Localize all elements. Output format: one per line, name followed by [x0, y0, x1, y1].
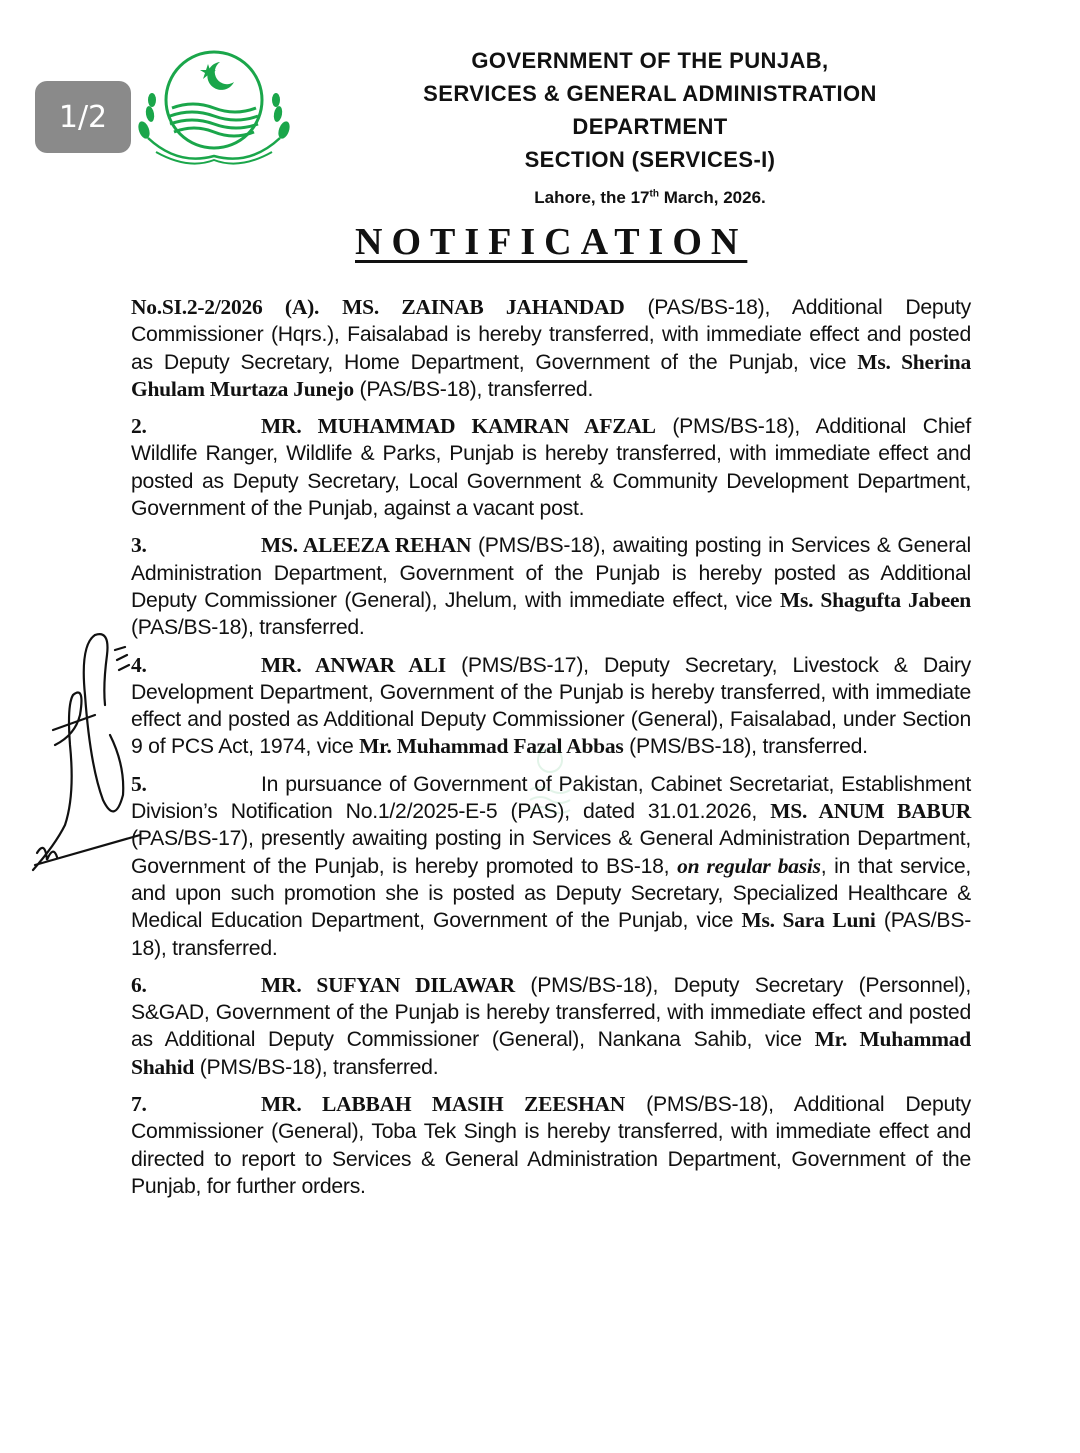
- officer-name: MS. ANUM BABUR: [770, 799, 971, 824]
- paragraph-number: 3.: [131, 533, 147, 558]
- paragraph-1: [131, 294, 971, 403]
- punjab-government-emblem-icon: [128, 48, 300, 170]
- paragraph-number: 7.: [131, 1092, 147, 1117]
- paragraph-text-end: (PAS/BS-18), transferred.: [131, 616, 365, 640]
- paragraph-number: 2.: [131, 414, 147, 439]
- document-date: [340, 188, 960, 208]
- paragraph-2: [131, 413, 971, 522]
- vice-officer-name: Mr. Muhammad Shahid: [131, 1027, 971, 1079]
- officer-name: MS. ALEEZA REHAN: [261, 533, 472, 558]
- paragraph-text: (PAS/BS-18), Additional Deputy Commissioner (Hqrs.), Faisalabad is hereby transferred, with immediate effect and posted as Deputy Secretary, Home Department, Government of the Punjab, vice: [131, 296, 971, 374]
- paragraph-text: (PMS/BS-17), Deputy Secretary, Livestock & Dairy Development Department, Government of the Punjab is hereby transferred, with immediate effect and posted as Additional Deputy Commissioner (General), Faisalabad, under Section 9 of PCS Act, 1974, vice: [131, 653, 972, 759]
- paragraph-text: (PMS/BS-18), Additional Deputy Commissioner (General), Toba Tek Singh is hereby transferred, with immediate effect and directed to report to Services & General Administration Department, Government of the Punjab, for further orders.: [131, 1093, 971, 1198]
- paragraph-text-end: (PMS/BS-18), transferred.: [194, 1055, 439, 1079]
- paragraph-text: (PMS/BS-18), Additional Chief Wildlife Ranger, Wildlife & Parks, Punjab is hereby transferred, with immediate effect and posted as Deputy Secretary, Local Government & Community Development Department, Government of the Punjab, against a vacant post.: [131, 415, 971, 521]
- paragraph-text: (PMS/BS-18), Deputy Secretary (Personnel), S&GAD, Government of the Punjab is hereby transferred, with immediate effect and posted as Additional Deputy Commissioner (General), Nankana Sahib, vice: [131, 973, 972, 1052]
- emphasis-text: on regular basis: [677, 853, 821, 878]
- vice-officer-name: Ms. Sara Luni: [741, 908, 876, 933]
- vice-officer-name: Ms. Sherina Ghulam Murtaza Junejo: [131, 349, 972, 401]
- paragraph-text-end: (PMS/BS-18), transferred.: [623, 735, 868, 759]
- document-header: [340, 44, 960, 208]
- paragraph-text-end: (PAS/BS-18), transferred.: [353, 377, 594, 401]
- header-line-department: DEPARTMENT: [572, 114, 728, 139]
- page-indicator-badge: 1/2: [35, 81, 131, 153]
- paragraph-text: (PMS/BS-18), awaiting posting in Services & General Administration Department, Government of the Punjab is hereby posted as Additional Deputy Commissioner (General), Jhelum, with immediate effect, vice: [131, 534, 971, 612]
- reference-number: No.SI.2-2/2026 (A).: [131, 295, 320, 319]
- paragraph-text-middle: , in that service, and upon such promotion she is posted as Deputy Secretary, Specialized Healthcare & Medical Education Department, Government of the Punjab, vice: [131, 854, 972, 933]
- paragraph-number: 5.: [131, 771, 147, 796]
- date-prefix: Lahore, the 17: [534, 188, 650, 207]
- handwritten-signature-icon: [25, 625, 140, 875]
- paragraph-6: [131, 972, 971, 1081]
- officer-name: MR. MUHAMMAD KAMRAN AFZAL: [261, 414, 656, 439]
- notification-title: NOTIFICATION: [355, 221, 748, 263]
- paragraph-number: 6.: [131, 972, 147, 997]
- emblem-watermark-icon: [525, 740, 575, 830]
- paragraph-number: 4.: [131, 652, 147, 677]
- paragraph-text-end: (PAS/BS-18), transferred.: [131, 909, 972, 960]
- paragraph-text: (PAS/BS-17), presently awaiting posting in Services & General Administration Department, Government of the Punjab, is hereby promoted to BS-18,: [131, 827, 971, 878]
- officer-name: MR. ANWAR ALI: [261, 652, 446, 677]
- date-superscript: th: [649, 188, 659, 200]
- officer-name: MR. LABBAH MASIH ZEESHAN: [261, 1092, 626, 1117]
- header-line-section: SECTION (SERVICES-I): [524, 147, 776, 172]
- vice-officer-name: Mr. Muhammad Fazal Abbas: [359, 734, 624, 759]
- header-line-government: GOVERNMENT OF THE PUNJAB,: [471, 48, 829, 73]
- paragraph-7: [131, 1091, 971, 1200]
- officer-name: MS. ZAINAB JAHANDAD: [342, 295, 625, 319]
- officer-name: MR. SUFYAN DILAWAR: [261, 972, 515, 997]
- vice-officer-name: Ms. Shagufta Jabeen: [779, 587, 971, 612]
- header-line-services: SERVICES & GENERAL ADMINISTRATION: [423, 81, 877, 106]
- date-suffix: March, 2026.: [658, 188, 766, 207]
- paragraph-3: [131, 532, 971, 641]
- paragraph-intro: In pursuance of Government of Pakistan, Cabinet Secretariat, Establishment Division’s Notification No.1/2/2025-E-5 (PAS), dated 31.01.2026,: [131, 772, 971, 824]
